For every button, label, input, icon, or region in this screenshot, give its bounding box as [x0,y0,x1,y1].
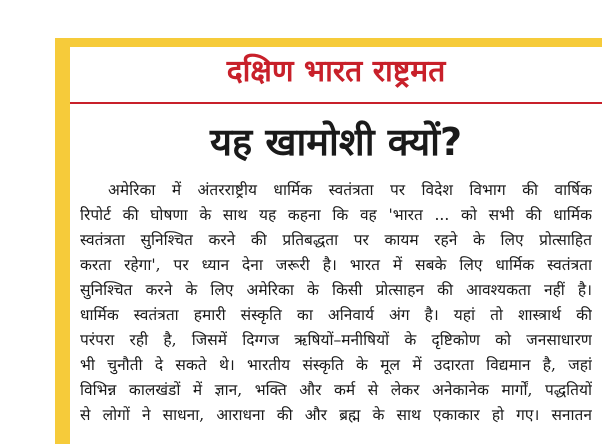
article-line: धार्मिक स्वतंत्रता हमारी संस्कृति का अनिवार्य अंग है। यहां तो शास्त्रार्थ की [80,306,592,324]
article-line: सुनिश्चित करने के लिए अमेरिका के किसी प्रोत्साहन की आवश्यकता नहीं है। [80,281,592,299]
article-line: करता रहेगा', पर ध्यान देना जरूरी है। भारत में सबके लिए धार्मिक स्वतंत्रता [80,256,592,274]
article-line: परंपरा रही है, जिसमें दिग्गज ऋषियों–मनीषियों के दृष्टिकोण को जनसाधारण [80,331,592,349]
article-line: विभिन्न कालखंडों में ज्ञान, भक्ति और कर्म से लेकर अनेकानेक मार्गों, पद्धतियों [80,381,592,399]
headline: यह खामोशी क्यों? [209,120,463,164]
column-title: दक्षिण भारत राष्ट्रमत [226,54,446,89]
article-line: रिपोर्ट की घोषणा के साथ यह कहना कि वह 'भारत ... को सभी की धार्मिक [80,206,592,224]
article-body [80,178,592,428]
title-divider [70,102,602,104]
article-line: भी चुनौती दे सकते थे। भारतीय संस्कृति के मूल में उदारता विद्यमान है, जहां [80,356,592,374]
article-line: स्वतंत्रता सुनिश्चित करने की प्रतिबद्धता पर कायम रहने के लिए प्रोत्साहित [80,231,592,249]
article-line: अमेरिका में अंतरराष्ट्रीय धार्मिक स्वतंत्रता पर विदेश विभाग की वार्षिक [108,181,592,199]
article-line: से लोगों ने साधना, आराधना की और ब्रह्म के साथ एकाकार हो गए। सनातन [80,406,592,424]
